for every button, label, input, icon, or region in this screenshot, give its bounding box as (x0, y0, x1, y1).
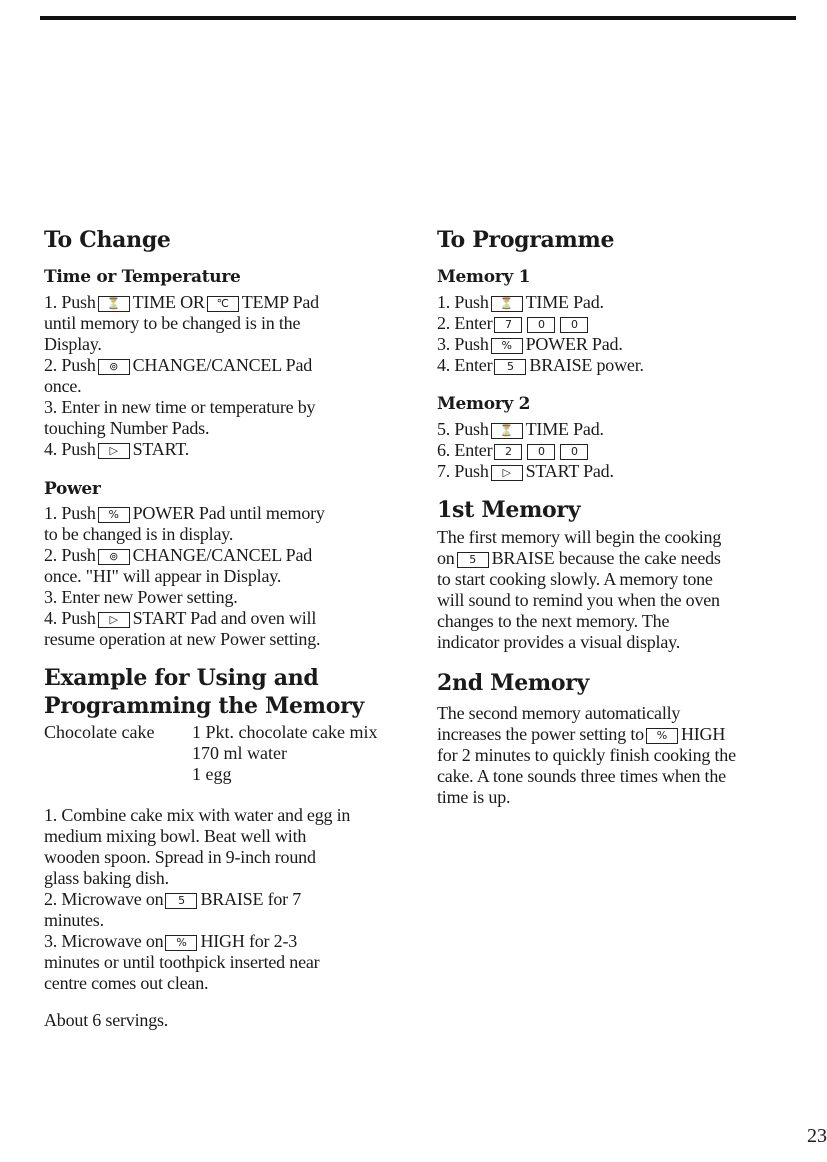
five-pad-icon: 5 (457, 552, 489, 568)
seven-pad-icon: 7 (494, 317, 522, 333)
to-programme-heading: To Programme (437, 227, 615, 253)
top-rule (40, 16, 796, 20)
time-pad-icon: ⏳ (98, 296, 130, 312)
text-line: The second memory automatically (437, 703, 681, 723)
memory-step-7: 7. Push ▷ START Pad. (437, 461, 614, 481)
first-memory-heading: 1st Memory (437, 497, 581, 523)
memory-step-2: 2. Enter 7 0 0 (437, 313, 812, 334)
left-column (44, 226, 429, 1031)
time-pad-icon: ⏳ (491, 296, 523, 312)
power-step-2: 2. Push ⊚ CHANGE/CANCEL Pad (44, 545, 313, 565)
memory-step-6: 6. Enter 2 0 0 (437, 440, 812, 461)
text-line: The first memory will begin the cooking (437, 527, 722, 547)
five-pad-icon: 5 (165, 893, 197, 909)
power-pad-icon: % (98, 507, 130, 523)
text-line: once. (44, 376, 82, 396)
text-line: to be changed is in display. (44, 524, 234, 544)
start-pad-icon: ▷ (98, 612, 130, 628)
text-line: wooden spoon. Spread in 9-inch round (44, 847, 316, 867)
text-line: touching Number Pads. (44, 418, 210, 438)
time-temperature-heading: Time or Temperature (44, 267, 241, 287)
zero-pad-icon: 0 (560, 317, 588, 333)
text-line: glass baking dish. (44, 868, 169, 888)
example-heading-line-1: Example for Using and (44, 665, 319, 691)
ingredient-row (44, 743, 429, 764)
memory-step-3: 3. Push % POWER Pad. (437, 334, 623, 354)
power-heading: Power (44, 479, 101, 499)
text-line: increases the power setting to % HIGH (437, 724, 726, 744)
text-line: on 5 BRAISE because the cake needs (437, 548, 721, 568)
time-pad-icon: ⏳ (491, 423, 523, 439)
text-line: cake. A tone sounds three times when the (437, 766, 726, 786)
memory-1-heading: Memory 1 (437, 267, 531, 287)
text-line: resume operation at new Power setting. (44, 629, 321, 649)
two-pad-icon: 2 (494, 444, 522, 460)
text-line: medium mixing bowl. Beat well with (44, 826, 307, 846)
start-pad-icon: ▷ (491, 465, 523, 481)
time-temp-step-3: 3. Enter in new time or temperature by (44, 397, 316, 417)
recipe-step-1: 1. Combine cake mix with water and egg in (44, 805, 351, 825)
ingredient: 1 Pkt. chocolate cake mix (192, 722, 378, 742)
text-line: indicator provides a visual display. (437, 632, 681, 652)
ingredient: 1 egg (192, 764, 232, 784)
text-line: time is up. (437, 787, 511, 807)
text-line: minutes or until toothpick inserted near (44, 952, 320, 972)
memory-2-heading: Memory 2 (437, 394, 531, 414)
change-cancel-pad-icon: ⊚ (98, 359, 130, 375)
text-line: once. "HI" will appear in Display. (44, 566, 282, 586)
memory-step-5: 5. Push ⏳ TIME Pad. (437, 419, 604, 439)
recipe-step-2: 2. Microwave on 5 BRAISE for 7 (44, 889, 302, 909)
power-pad-icon: % (165, 935, 197, 951)
to-change-heading: To Change (44, 227, 171, 253)
text-line: changes to the next memory. The (437, 611, 670, 631)
example-heading-line-2: Programming the Memory (44, 693, 364, 719)
text-line: for 2 minutes to quickly finish cooking the (437, 745, 736, 765)
memory-step-4: 4. Enter 5 BRAISE power. (437, 355, 644, 375)
recipe-name: Chocolate cake (44, 722, 155, 742)
start-pad-icon: ▷ (98, 443, 130, 459)
text-line: Display. (44, 334, 102, 354)
power-step-3: 3. Enter new Power setting. (44, 587, 238, 607)
power-pad-icon: % (646, 728, 678, 744)
power-step-4: 4. Push ▷ START Pad and oven will (44, 608, 317, 628)
text-line: until memory to be changed is in the (44, 313, 301, 333)
zero-pad-icon: 0 (527, 444, 555, 460)
power-step-1: 1. Push % POWER Pad until memory (44, 503, 325, 523)
recipe-step-3: 3. Microwave on % HIGH for 2-3 (44, 931, 298, 951)
ingredient-row (44, 722, 429, 743)
time-temp-step-1: 1. Push ⏳ TIME OR ℃ TEMP Pad (44, 292, 319, 312)
change-cancel-pad-icon: ⊚ (98, 549, 130, 565)
right-column (437, 226, 812, 808)
text-line: to start cooking slowly. A memory tone (437, 569, 713, 589)
time-temp-step-2: 2. Push ⊚ CHANGE/CANCEL Pad (44, 355, 313, 375)
zero-pad-icon: 0 (527, 317, 555, 333)
time-temp-step-4: 4. Push ▷ START. (44, 439, 190, 459)
memory-step-1: 1. Push ⏳ TIME Pad. (437, 292, 604, 312)
ingredient-row (44, 764, 429, 785)
five-pad-icon: 5 (494, 359, 526, 375)
text-line: will sound to remind you when the oven (437, 590, 720, 610)
text-line: centre comes out clean. (44, 973, 209, 993)
servings-note: About 6 servings. (44, 1010, 169, 1030)
text-line: minutes. (44, 910, 104, 930)
ingredient: 170 ml water (192, 743, 287, 763)
page-number: 23 (807, 1125, 827, 1147)
power-pad-icon: % (491, 338, 523, 354)
second-memory-heading: 2nd Memory (437, 670, 590, 696)
zero-pad-icon: 0 (560, 444, 588, 460)
temp-pad-icon: ℃ (207, 296, 239, 312)
